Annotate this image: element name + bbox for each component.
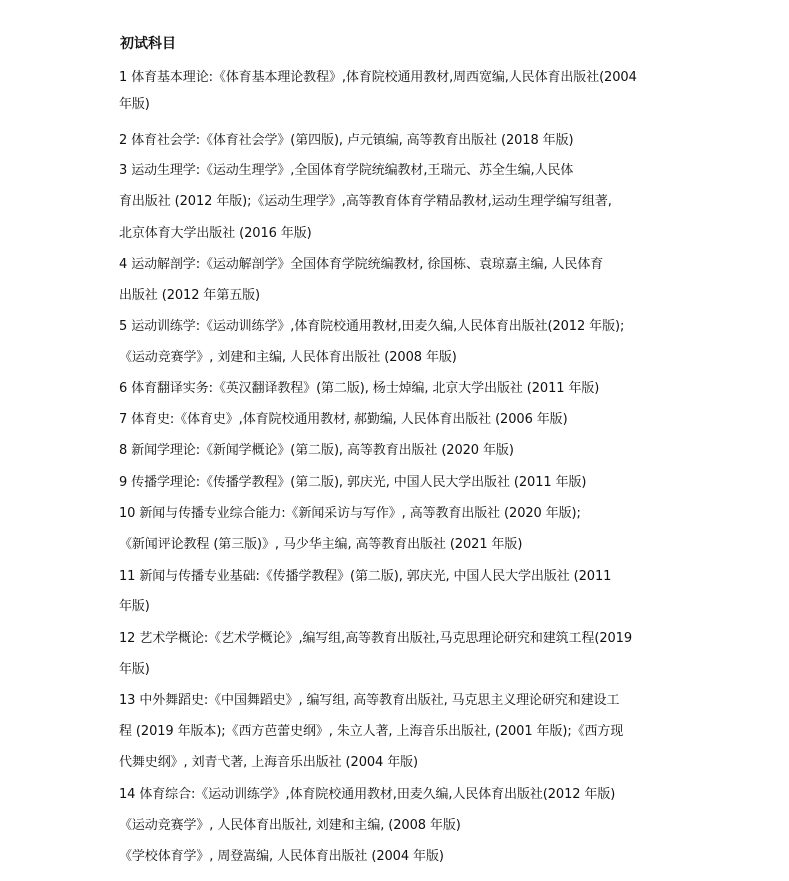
- text-line-9: 5 运动训练学:《运动训练学》,体育院校通用教材,田麦久编,人民体育出版社(2012 年版);: [119, 319, 625, 334]
- text-line-11: 6 体育翻译实务:《英汉翻译教程》(第二版), 杨士焯编, 北京大学出版社 (2011 年版): [119, 381, 600, 396]
- text-line-22: 程 (2019 年版本);《西方芭蕾史纲》, 朱立人著, 上海音乐出版社, (2001 年版);《西方现: [119, 724, 624, 739]
- text-line-2: 年版): [119, 97, 150, 112]
- text-line-12: 7 体育史:《体育史》,体育院校通用教材, 郝勤编, 人民体育出版社 (2006 年版): [119, 412, 568, 427]
- text-line-14: 9 传播学理论:《传播学教程》(第二版), 郭庆光, 中国人民大学出版社 (2011 年版): [119, 475, 587, 490]
- text-line-8: 出版社 (2012 年第五版): [119, 288, 260, 303]
- text-line-19: 12 艺术学概论:《艺术学概论》,编写组,高等教育出版社,马克思理论研究和建筑工程(2019: [119, 631, 633, 646]
- text-line-17: 11 新闻与传播专业基础:《传播学教程》(第二版), 郭庆光, 中国人民大学出版社 (2011: [119, 569, 612, 584]
- document-heading: 初试科目: [120, 36, 176, 52]
- text-line-26: 《学校体育学》, 周登嵩编, 人民体育出版社 (2004 年版): [119, 849, 444, 864]
- text-line-25: 《运动竞赛学》, 人民体育出版社, 刘建和主编, (2008 年版): [119, 818, 461, 833]
- text-line-18: 年版): [119, 599, 150, 614]
- text-line-20: 年版): [119, 662, 150, 677]
- text-line-7: 4 运动解剖学:《运动解剖学》全国体育学院统编教材, 徐国栋、袁琼嘉主编, 人民体育: [119, 257, 604, 272]
- text-line-15: 10 新闻与传播专业综合能力:《新闻采访与写作》, 高等教育出版社 (2020 年版);: [119, 506, 581, 521]
- text-line-1: 1 体育基本理论:《体育基本理论教程》,体育院校通用教材,周西宽编,人民体育出版社(2004: [119, 70, 637, 85]
- text-line-13: 8 新闻学理论:《新闻学概论》(第二版), 高等教育出版社 (2020 年版): [119, 443, 514, 458]
- text-line-10: 《运动竞赛学》, 刘建和主编, 人民体育出版社 (2008 年版): [119, 350, 457, 365]
- text-line-24: 14 体育综合:《运动训练学》,体育院校通用教材,田麦久编,人民体育出版社(2012 年版): [119, 787, 616, 802]
- text-line-6: 北京体育大学出版社 (2016 年版): [119, 226, 312, 241]
- text-line-21: 13 中外舞蹈史:《中国舞蹈史》, 编写组, 高等教育出版社, 马克思主义理论研究和建设工: [119, 693, 620, 708]
- text-line-16: 《新闻评论教程 (第三版)》, 马少华主编, 高等教育出版社 (2021 年版): [119, 537, 523, 552]
- text-line-3: 2 体育社会学:《体育社会学》(第四版), 卢元镇编, 高等教育出版社 (2018 年版): [119, 133, 574, 148]
- text-line-23: 代舞史纲》, 刘青弋著, 上海音乐出版社 (2004 年版): [119, 755, 419, 770]
- text-line-5: 育出版社 (2012 年版);《运动生理学》,高等教育体育学精品教材,运动生理学编写组著,: [119, 194, 612, 209]
- text-line-4: 3 运动生理学:《运动生理学》,全国体育学院统编教材,王瑞元、苏全生编,人民体: [119, 163, 574, 178]
